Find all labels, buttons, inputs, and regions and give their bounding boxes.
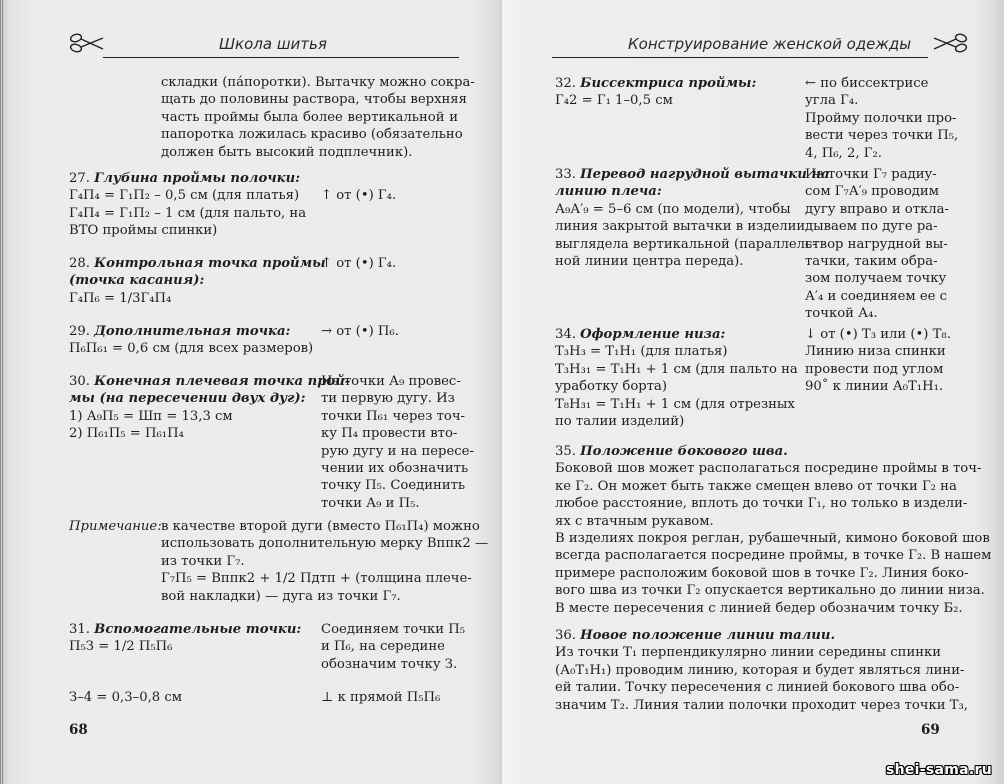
section-31: 31. Вспомогательные точки: П₅З = 1/2 П₅П₆	[69, 622, 302, 655]
section-27-note: ↑ от (•) Г₄.	[321, 188, 397, 203]
page-number-left: 68	[69, 722, 88, 738]
header-rule	[103, 57, 459, 58]
right-page	[502, 0, 1004, 784]
section-35: 35. Положение бокового шва. Боковой шов может располагаться посредине проймы в точ- ке Г₂. Он может быть также смещен влево от точки Г₂ на любое расстояние, вплоть до точки Г₁, но только в издели- ях с втачным рукавом. В изделиях покроя реглан, рубашечный, кимоно боковой шов всегда располагается посредине проймы, в точке Г₂. В нашем примере расположим боковой шов в точке Г₂. Линия боко- вого шва из точки Г₂ опускается вертикально до линии низа. В месте пересечения с линией бедер обозначим точку Б₂.	[555, 444, 992, 616]
section-27: 27. Глубина проймы полочки: Г₄П₄ = Г₁П₂ – 0,5 см (для платья) Г₄П₄ = Г₁П₂ – 1 см (для пальто, на ВТО проймы спинки)	[69, 171, 307, 239]
running-head-title: Конструирование женской одежды	[628, 35, 912, 53]
watermark: shei-sama.ru	[885, 762, 992, 778]
section-34: 34. Оформление низа: Т₃Н₃ = Т₁Н₁ (для платья) Т₃Н₃₁ = Т₁Н₁ + 1 см (для пальто на уработку борта) Т₈Н₃₁ = Т₁Н₁ + 1 см (для отрезных по талии изделий)	[555, 327, 798, 430]
section-31-note: Соединяем точки П₅ и П₆, на середине обозначим точку З.	[321, 622, 466, 672]
running-head-right	[552, 35, 968, 58]
section-heading: Глубина проймы полочки:	[94, 171, 301, 186]
scissors-icon	[69, 32, 105, 54]
section-heading: Новое положение линии талии.	[580, 628, 836, 643]
section-30-note: Из точки А₉ провес- ти первую дугу. Из точки П₆₁ через точ- ку П₄ провести вто- рую дугу и на пересе- чении их обозначить точку П₅. Соединить точки А₉ и П₅.	[321, 374, 474, 511]
note-label: Примечание:	[69, 519, 162, 534]
running-head-title: Школа шитья	[219, 35, 327, 53]
section-32: 32. Биссектриса проймы: Г₄2 = Г₁ 1–0,5 см	[555, 76, 757, 109]
section-34-note: ↓ от (•) Т₃ или (•) Т₈. Линию низа спинки провести под углом 90˚ к линии А₀Т₁Н₁.	[805, 327, 951, 395]
section-heading: Оформление низа:	[580, 327, 726, 342]
section-29-note: → от (•) П₆.	[321, 324, 399, 339]
section-33-note: Из точки Г₇ радиу- сом Г₇А′₉ проводим дугу вправо и откла- дываем по дуге ра- створ нагрудной вы- тачки, таким обра- зом получаем точку А′₄ и соединяем ее с точкой А₄.	[805, 167, 949, 322]
section-31-note-2: ⊥ к прямой П₅П₆	[321, 690, 441, 705]
section-29: 29. Дополнительная точка: П₆П₆₁ = 0,6 см (для всех размеров)	[69, 324, 314, 357]
section-heading: Вспомогательные точки:	[94, 622, 302, 637]
scissors-icon	[932, 32, 968, 54]
section-28: 28. Контрольная точка проймы (точка касания): Г₄П₆ = 1/3Г₄П₄	[69, 256, 326, 306]
note-body: в качестве второй дуги (вместо П₆₁П₄) можно использовать дополнительную мерку Вппк2 — из точки Г₇. Г₇П₅ = Вппк2 + 1/2 Пдтп + (толщина плече- вой накладки) — дуга из точки Г₇.	[161, 519, 489, 604]
section-33: 33. Перевод нагрудной вытачки на линию плеча: А₉А′₉ = 5–6 см (по модели), чтобы линия закрытой вытачки в изделии выглядела вертикальной (параллель- ной линии центра переда).	[555, 167, 830, 270]
section-heading: Перевод нагрудной вытачки на	[580, 167, 830, 182]
section-30: 30. Конечная плечевая точка прой- мы (на пересечении двух дуг): 1) А₉П₅ = Шп = 13,3 см 2) П₆₁П₅ = П₆₁П₄	[69, 374, 351, 442]
section-31-formula-2: З–4 = 0,3–0,8 см	[69, 690, 183, 705]
section-heading: Положение бокового шва.	[580, 444, 788, 459]
page-number-right: 69	[921, 722, 940, 738]
section-heading: Конечная плечевая точка прой-	[94, 374, 351, 389]
section-36: 36. Новое положение линии талии. Из точки Т₁ перпендикулярно линии середины спинки (А₀Т₁Н₁) проводим линию, которая и будет являться лини- ей талии. Точку пересечения с линией бокового шва обо- значим Т₂. Линия талии полочки проходит через точки Т₃,	[555, 628, 968, 713]
header-rule	[552, 57, 928, 58]
section-heading: Дополнительная точка:	[94, 324, 291, 339]
intro-paragraph: складки (па́поротки). Вытачку можно сокра- щать до половины раствора, чтобы верхняя часть проймы была более вертикальной и папоротка ложилась красиво (обязательно должен быть высокий подплечник).	[161, 75, 475, 160]
section-heading: Биссектриса проймы:	[580, 76, 757, 91]
section-32-note: ← по биссектрисе угла Г₄. Пройму полочки про- вести через точки П₅, 4, П₆, 2, Г₂.	[805, 76, 959, 161]
section-heading: Контрольная точка проймы	[94, 256, 326, 271]
section-28-note: ↑ от (•) Г₄.	[321, 256, 397, 271]
running-head-left	[69, 35, 459, 58]
